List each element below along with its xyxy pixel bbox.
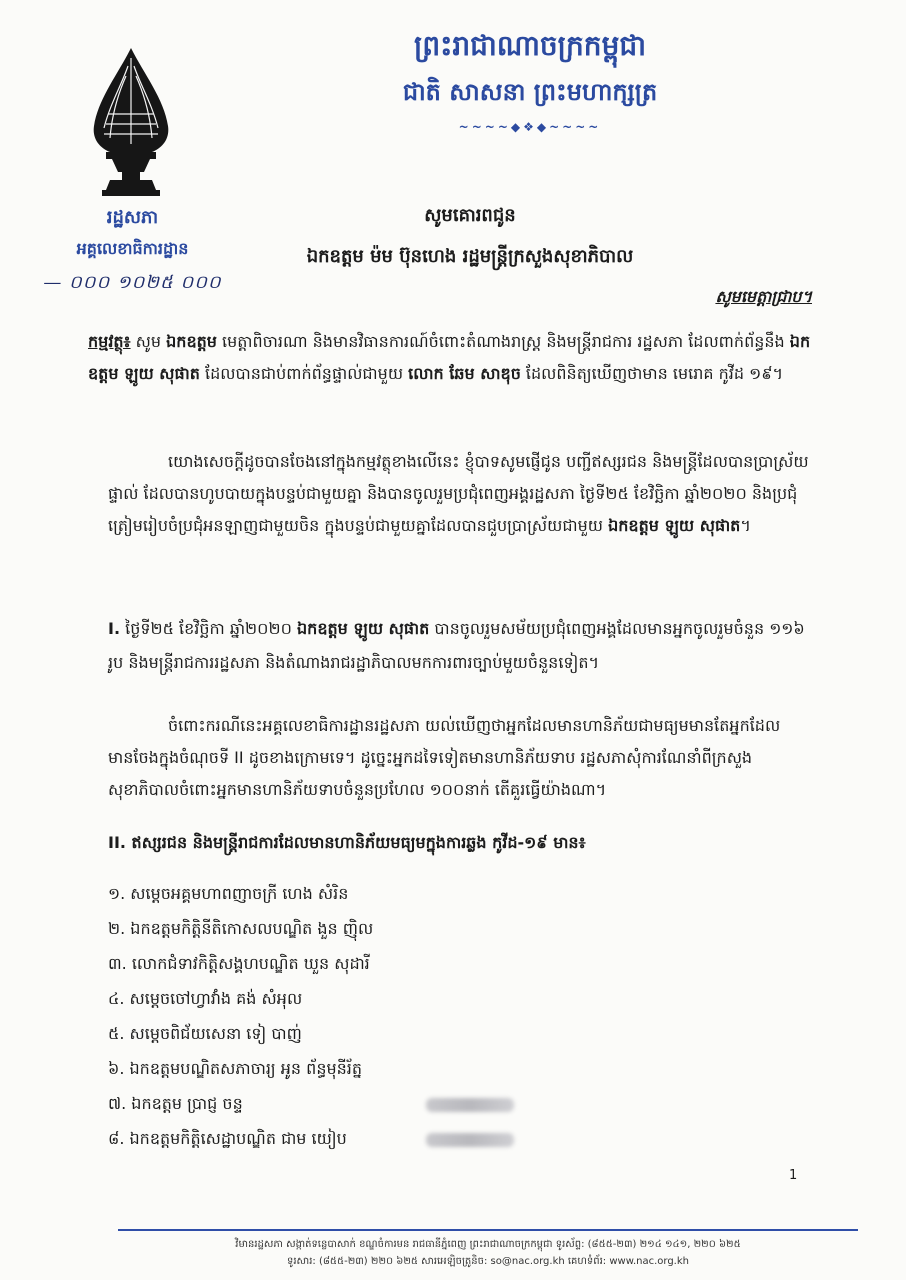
national-emblem-icon	[88, 44, 174, 199]
subject-text: ដែលបានជាប់ពាក់ព័ន្ធផ្ទាល់ជាមួយ	[199, 364, 409, 383]
redacted-phone	[426, 1133, 514, 1147]
sender-department: អគ្គលេខាធិការដ្ឋាន	[76, 239, 189, 258]
attendee-list	[108, 876, 608, 1156]
subject-honorific: ឯកឧត្តម	[166, 332, 217, 351]
recipient: ឯកឧត្តម ម៉ម ប៊ុនហេង រដ្ឋមន្ត្រីក្រសួងសុខាភិបាល	[306, 246, 634, 267]
list-item: ៦. ឯកឧត្តមបណ្ឌិតសភាចារ្យ អូន ព័ន្ធមុនីរ័ត្ន	[108, 1059, 363, 1078]
footer-contact: ទូរសារ: (៨៥៥-២៣) ២២០ ៦២៥ សារអេឡិចត្រូនិច: so@nac.org.kh គេហទំព័រ: www.nac.org.kh	[287, 1256, 689, 1267]
section-1-paragraph	[108, 612, 816, 680]
page-number: 1	[789, 1168, 798, 1183]
list-item: ២. ឯកឧត្តមកិត្តិនីតិកោសលបណ្ឌិត ងួន ញ៉ិល	[108, 919, 374, 938]
subject-text: សូម	[130, 332, 167, 351]
request-line: សូមមេត្តាជ្រាប។	[715, 287, 812, 306]
footer-divider	[118, 1229, 858, 1231]
subject-paragraph	[88, 326, 816, 390]
section-1-text: បានចូលរួមសម័យប្រជុំពេញអង្គដែលមានអ្នកចូលរួមចំនួន ១១៦ រូប និងមន្ត្រីរាជការរដ្ឋសភា និងតំណាងរាជរដ្ឋាភិបាលមកការពារច្បាប់មួយចំនួនទៀត។	[108, 619, 805, 672]
addressee-block	[250, 203, 690, 271]
section-1-name: ឯកឧត្តម ឡូយ សុផាត	[297, 619, 430, 638]
intro-end: ។	[740, 516, 751, 535]
intro-name: ឯកឧត្តម ឡូយ សុផាត	[608, 516, 741, 535]
footer-address: វិមានរដ្ឋសភា សង្កាត់ទន្លេបាសាក់ ខណ្ឌចំការមន រាជធានីភ្នំពេញ ព្រះរាជាណាចក្រកម្ពុជា ទូរស័ព្ទ: (៨៥៥-២៣) ២១៤ ១៤១, ២២០ ៦២៥	[235, 1239, 741, 1250]
section-2-heading: II. ឥស្សរជន និងមន្ត្រីរាជការដែលមានហានិភ័យមធ្យមក្នុងការឆ្លង កូវីដ-១៩ មាន៖	[108, 833, 586, 852]
subject-text: មេត្តាពិចារណា និងមានវិធានការណ៍ចំពោះតំណាងរាស្ត្រ និងមន្ត្រីរាជការ រដ្ឋសភា ដែលពាក់ព័ន្ធនឹង	[216, 332, 790, 351]
intro-paragraph	[108, 446, 816, 542]
redacted-phone	[426, 1098, 514, 1112]
header-ornament: ~~~~◆❖◆~~~~	[458, 120, 602, 134]
subject-name: លោក ឆែម សាឌុច	[408, 364, 521, 383]
section-1-paragraph-2: ចំពោះករណីនេះអគ្គលេខាធិការដ្ឋានរដ្ឋសភា យល់ឃើញថាអ្នកដែលមានហានិភ័យជាមធ្យមមានតែអ្នកដែលមានចែងក្នុងចំណុចទី II ដូចខាងក្រោមទេ។ ដូច្នេះអ្នកដទៃទៀតមានហានិភ័យទាប រដ្ឋសភាសុំការណែនាំពីក្រសួងសុខាភិបាលចំពោះអ្នកមានហានិភ័យទាបចំនួនប្រហែល ១០០នាក់ តើគួរធ្វើយ៉ាងណា។	[108, 716, 781, 799]
reference-number: — ០០០ ១០២៥ ០០០	[43, 272, 222, 293]
kingdom-motto: ជាតិ សាសនា ព្រះមហាក្សត្រ	[402, 78, 658, 106]
subject-label: កម្មវត្ថុ៖	[88, 332, 131, 351]
list-item: ៤. សម្តេចចៅហ្វាវាំង គង់ សំអុល	[108, 989, 303, 1008]
list-item: ៧. ឯកឧត្តម ប្រាជ្ញ ចន្ទ	[108, 1094, 243, 1113]
list-item: ៣. លោកជំទាវកិត្តិសង្គហបណ្ឌិត ឃួន សុដារី	[108, 954, 370, 973]
sender-institution: រដ្ឋសភា	[106, 207, 159, 228]
list-item: ១. សម្តេចអគ្គមហាពញាចក្រី ហេង សំរិន	[108, 884, 349, 903]
kingdom-header	[250, 28, 810, 134]
footer	[118, 1236, 858, 1270]
section-1-numeral: I.	[108, 619, 121, 638]
intro-text: យោងសេចក្តីដូចបានចែងនៅក្នុងកម្មវត្ថុខាងលើនេះ ខ្ញុំបាទសូមផ្ញើជូន បញ្ជីឥស្សរជន និងមន្ត្រីដែលបានប្រាស្រ័យផ្ទាល់ ដែលបានហូបបាយក្នុងបន្ទប់ជាមួយគ្នា និងបានចូលរួមប្រជុំពេញអង្គរដ្ឋសភា ថ្ងៃទី២៥ ខែវិច្ឆិកា ឆ្នាំ២០២០ និងប្រជុំត្រៀមរៀបចំប្រជុំអនឡាញជាមួយចិន ក្នុងបន្ទប់ជាមួយគ្នាដែលបានជួបប្រាស្រ័យជាមួយ	[108, 452, 809, 535]
section-1-text: ថ្ងៃទី២៥ ខែវិច្ឆិកា ឆ្នាំ២០២០	[120, 619, 298, 638]
list-item: ៨. ឯកឧត្តមកិត្តិសេដ្ឋាបណ្ឌិត ជាម យៀប	[108, 1129, 347, 1148]
salutation: សូមគោរពជូន	[424, 205, 516, 226]
subject-name: ឯកឧត្តម ឡូយ សុផាត	[88, 332, 811, 383]
sender-block	[30, 205, 235, 297]
kingdom-title: ព្រះរាជាណាចក្រកម្ពុជា	[413, 29, 646, 62]
list-item: ៥. សម្តេចពិជ័យសេនា ទៀ បាញ់	[108, 1024, 302, 1043]
subject-text: ដែលពិនិត្យឃើញថាមាន មេរោគ កូវីដ ១៩។	[520, 364, 784, 383]
